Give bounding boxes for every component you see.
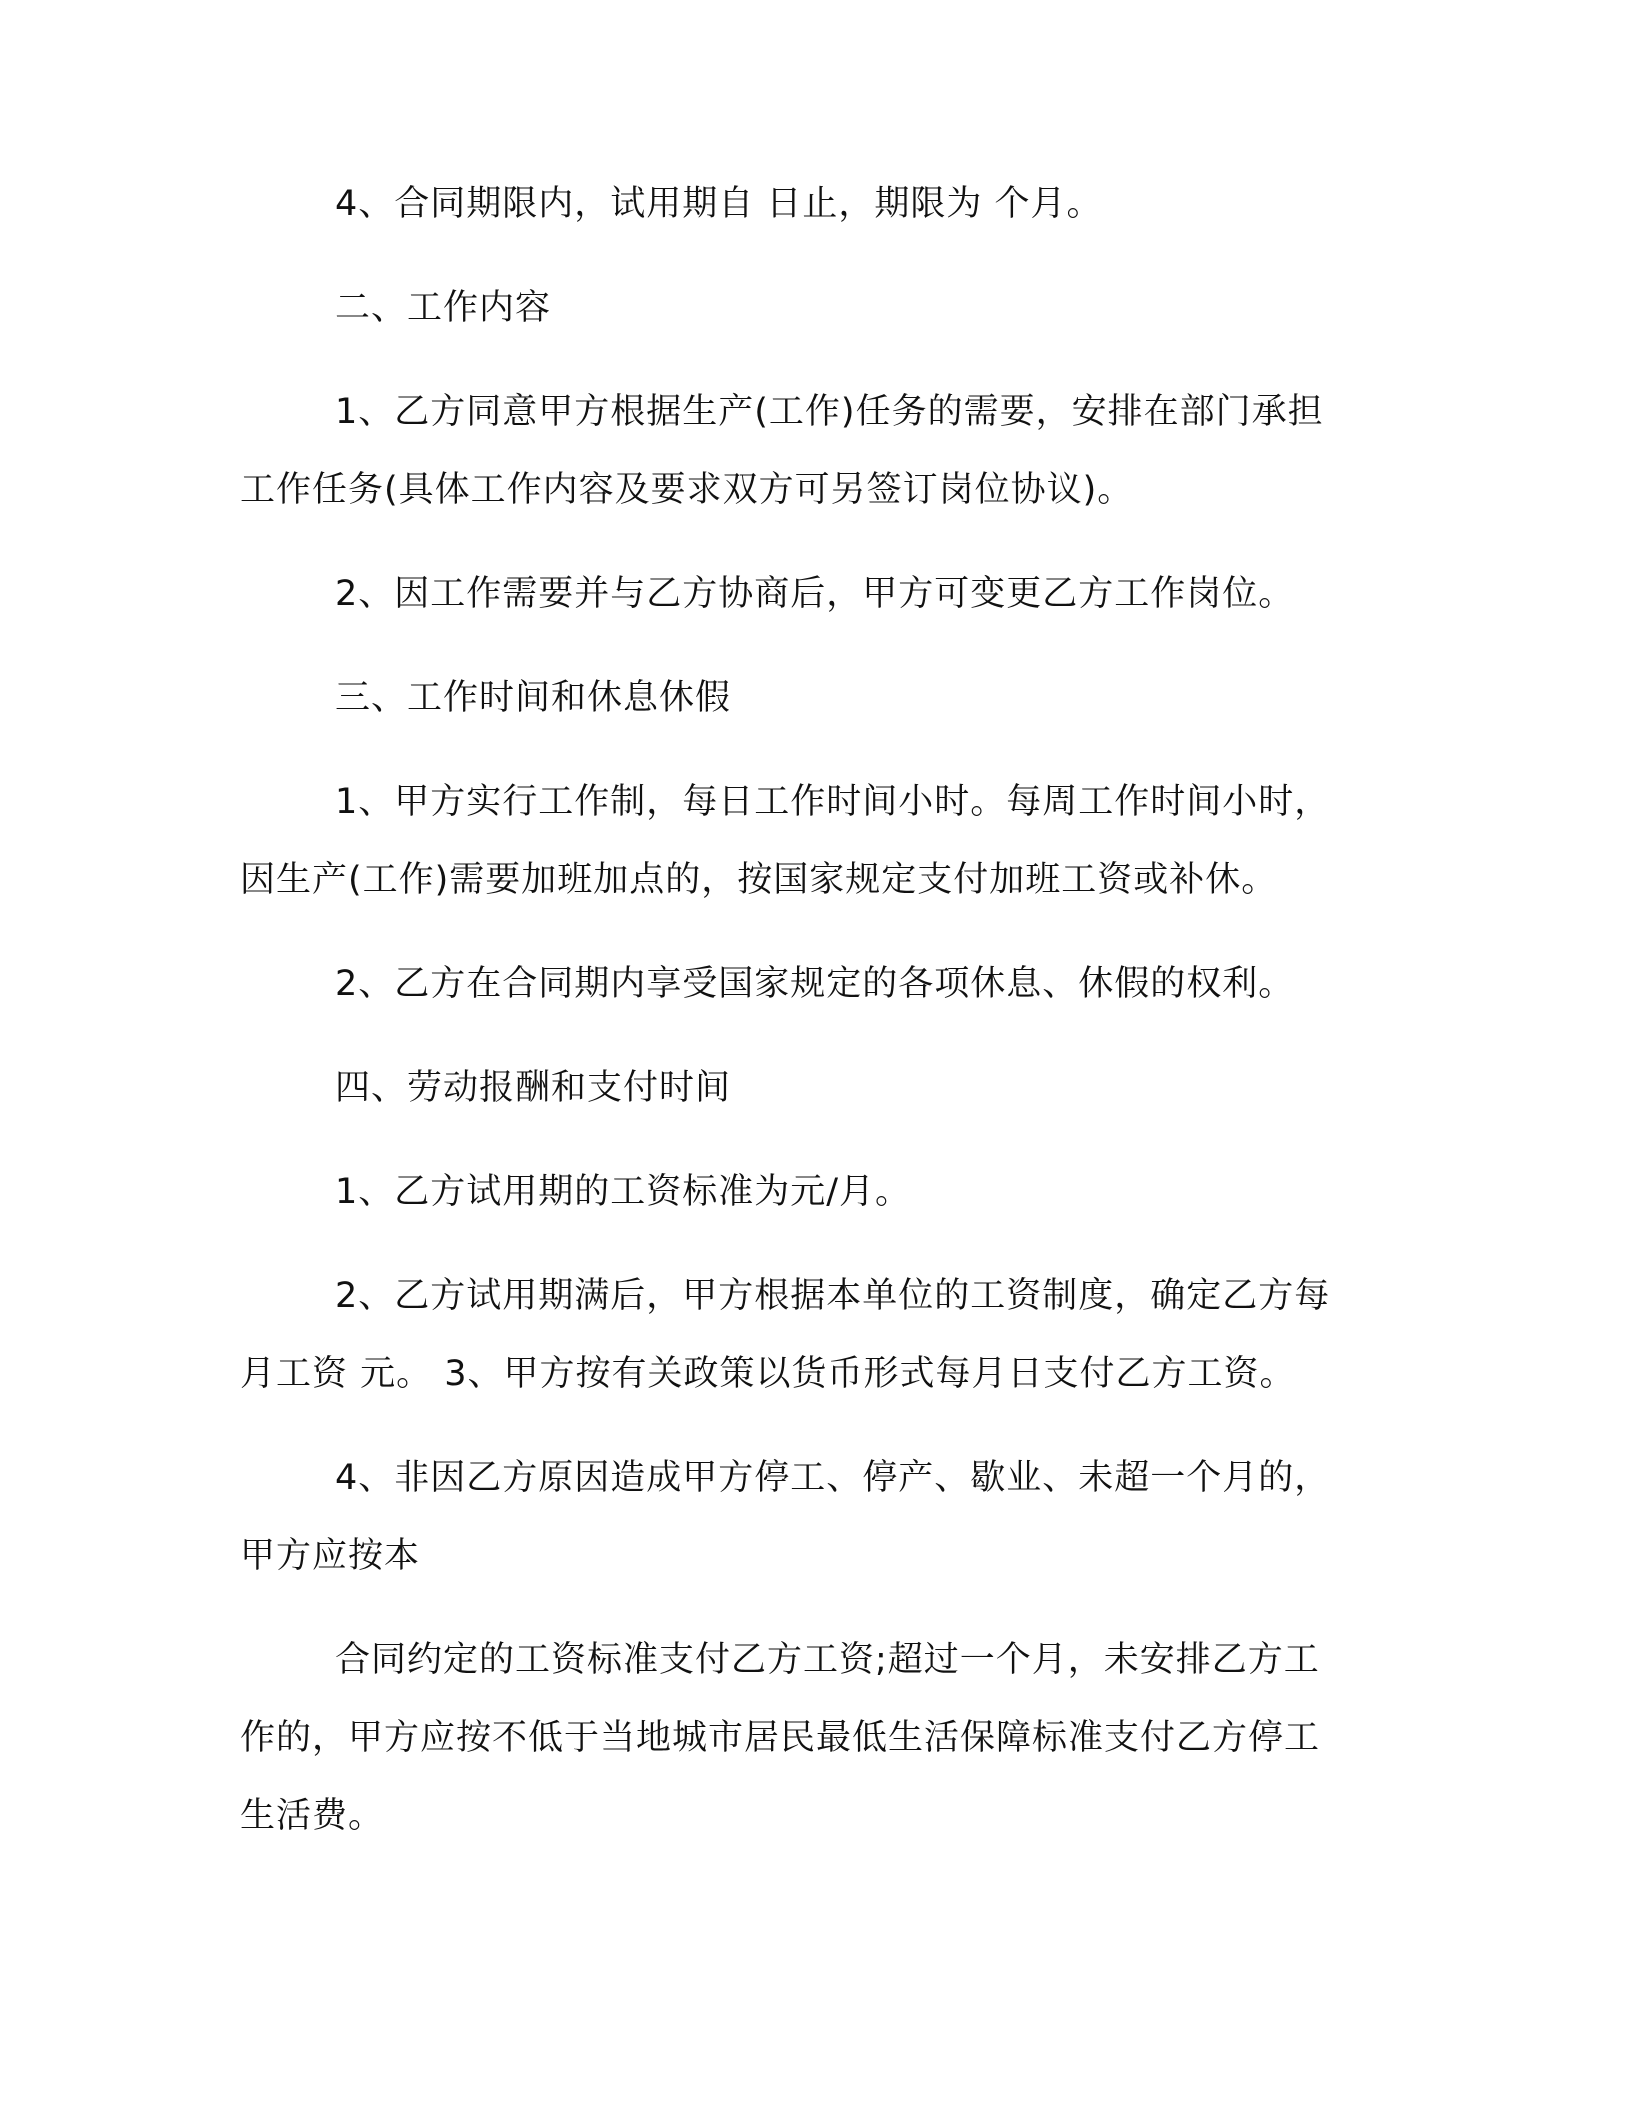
paragraph-stoppage-pay-line-3: 生活费。 xyxy=(240,1796,385,1836)
paragraph-rest-rights: 2、乙方在合同期内享受国家规定的各项休息、休假的权利。 xyxy=(335,964,1295,1004)
paragraph-stoppage-pay-line-1: 合同约定的工资标准支付乙方工资;超过一个月，未安排乙方工 xyxy=(335,1640,1320,1680)
paragraph-monthly-wage-line-2: 月工资 元。 3、甲方按有关政策以货币形式每月日支付乙方工资。 xyxy=(240,1354,1296,1394)
paragraph-work-stoppage-line-2: 甲方应按本 xyxy=(240,1536,421,1576)
paragraph-monthly-wage-line-1: 2、乙方试用期满后，甲方根据本单位的工资制度，确定乙方每 xyxy=(335,1276,1331,1316)
section-heading-remuneration: 四、劳动报酬和支付时间 xyxy=(335,1068,732,1108)
paragraph-probation-period: 4、合同期限内，试用期自 日止，期限为 个月。 xyxy=(335,184,1103,224)
paragraph-position-change: 2、因工作需要并与乙方协商后，甲方可变更乙方工作岗位。 xyxy=(335,574,1295,614)
section-heading-work-content: 二、工作内容 xyxy=(335,288,552,328)
paragraph-working-hours-line-2: 因生产(工作)需要加班加点的，按国家规定支付加班工资或补休。 xyxy=(240,860,1278,900)
paragraph-work-assignment-line-1: 1、乙方同意甲方根据生产(工作)任务的需要，安排在部门承担 xyxy=(335,392,1324,432)
section-heading-work-hours: 三、工作时间和休息休假 xyxy=(335,678,732,718)
paragraph-probation-wage: 1、乙方试用期的工资标准为元/月。 xyxy=(335,1172,912,1212)
paragraph-stoppage-pay-line-2: 作的，甲方应按不低于当地城市居民最低生活保障标准支付乙方停工 xyxy=(240,1718,1321,1758)
paragraph-work-stoppage-line-1: 4、非因乙方原因造成甲方停工、停产、歇业、未超一个月的， xyxy=(335,1458,1331,1498)
paragraph-work-assignment-line-2: 工作任务(具体工作内容及要求双方可另签订岗位协议)。 xyxy=(240,470,1134,510)
paragraph-working-hours-line-1: 1、甲方实行工作制，每日工作时间小时。每周工作时间小时， xyxy=(335,782,1331,822)
